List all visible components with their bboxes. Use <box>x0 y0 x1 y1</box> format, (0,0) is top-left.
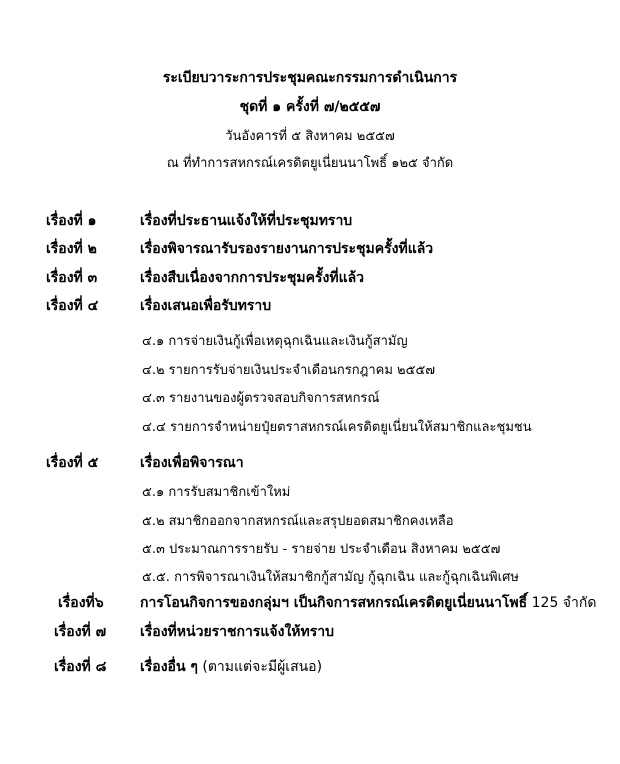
sub-item-5-2: ๕.๒ สมาชิกออกจากสหกรณ์และสรุปยอดสมาชิกคงเหลือ <box>142 514 454 529</box>
agenda-title: การโอนกิจการของกลุ่มฯ เป็นกิจการสหกรณ์เครดิตยูเนี่ยนนาโพธิ์ <box>140 595 528 611</box>
agenda-title: เรื่องที่ประธานแจ้งให้ที่ประชุมทราบ <box>140 213 353 229</box>
agenda-item-1 <box>0 210 620 230</box>
agenda-number: เรื่องที่ ๘ <box>54 659 107 675</box>
agenda-number: เรื่องที่ ๗ <box>54 624 107 640</box>
agenda-item-4 <box>0 295 620 315</box>
sub-item-5-3: ๕.๓ ประมาณการรายรับ - รายจ่าย ประจำเดือน สิงหาคม ๒๕๕๗ <box>142 542 501 557</box>
sub-item-4-2: ๔.๒ รายการรับจ่ายเงินประจำเดือนกรกฎาคม ๒๕๕๗ <box>142 363 436 378</box>
sub-item-4-4: ๔.๔ รายการจำหน่ายปุ๋ยตราสหกรณ์เครดิตยูเนี่ยนให้สมาชิกและชุมชน <box>142 420 532 435</box>
agenda-title: เรื่องสืบเนื่องจากการประชุมครั้งที่แล้ว <box>140 270 365 286</box>
agenda-number: เรื่องที่ ๑ <box>46 213 97 229</box>
agenda-number: เรื่องที่๖ <box>58 595 104 611</box>
meeting-date: วันอังคารที่ ๕ สิงหาคม ๒๕๕๗ <box>225 129 395 144</box>
agenda-title: เรื่องพิจารณารับรองรายงานการประชุมครั้งที่แล้ว <box>140 241 434 257</box>
agenda-title: เรื่องเพื่อพิจารณา <box>140 455 244 471</box>
agenda-number: เรื่องที่ ๒ <box>46 241 97 257</box>
agenda-item-7 <box>0 621 620 641</box>
agenda-item-6 <box>0 592 620 612</box>
agenda-item-5 <box>0 452 620 472</box>
agenda-number: เรื่องที่ ๓ <box>46 270 98 286</box>
sub-item-5-5: ๕.๕. การพิจารณาเงินให้สมาชิกกู้สามัญ กู้ฉุกเฉิน และกู้ฉุกเฉินพิเศษ <box>142 570 519 585</box>
agenda-title: เรื่องอื่น ๆ <box>140 659 198 675</box>
agenda-title-tail: (ตามแต่จะมีผู้เสนอ) <box>197 659 323 675</box>
agenda-title-tail: 125 จำกัด <box>527 595 597 611</box>
sub-item-4-1: ๔.๑ การจ่ายเงินกู้เพื่อเหตุฉุกเฉินและเงินกู้สามัญ <box>142 334 408 349</box>
agenda-item-2 <box>0 238 620 258</box>
sub-item-5-1: ๕.๑ การรับสมาชิกเข้าใหม่ <box>142 485 291 500</box>
agenda-title: เรื่องที่หน่วยราชการแจ้งให้ทราบ <box>140 624 335 640</box>
agenda-number: เรื่องที่ ๔ <box>46 298 99 314</box>
agenda-number: เรื่องที่ ๕ <box>46 455 99 471</box>
agenda-item-3 <box>0 267 620 287</box>
sub-item-4-3: ๔.๓ รายงานของผู้ตรวจสอบกิจการสหกรณ์ <box>142 391 380 406</box>
meeting-session: ชุดที่ ๑ ครั้งที่ ๗/๒๕๕๗ <box>239 99 381 115</box>
meeting-venue: ณ ที่ทำการสหกรณ์เครดิตยูเนี่ยนนาโพธิ์ ๑๒๕ จำกัด <box>166 156 454 171</box>
agenda-item-8 <box>0 656 620 676</box>
agenda-title: เรื่องเสนอเพื่อรับทราบ <box>140 298 272 314</box>
document-title: ระเบียบวาระการประชุมคณะกรรมการดำเนินการ <box>162 70 458 86</box>
